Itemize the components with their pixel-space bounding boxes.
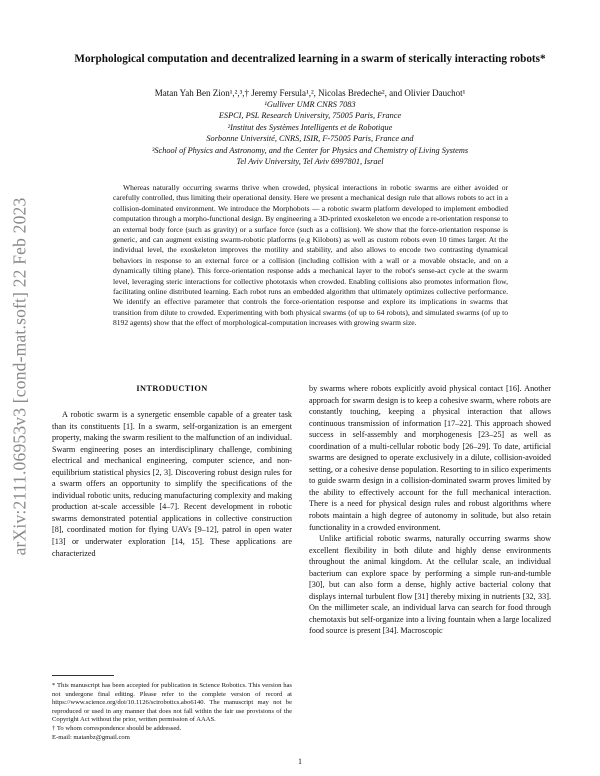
footnote-email: E-mail: matanbz@gmail.com (52, 733, 130, 741)
affiliation-line: ESPCI, PSL Research University, 75005 Paris, France (218, 111, 402, 121)
section-heading-introduction: INTRODUCTION (136, 384, 208, 393)
footnotes (52, 682, 292, 742)
arxiv-stamp (8, 166, 32, 586)
affiliation-line: Sorbonne Université, CNRS, ISIR, F-75005 Paris, France and (206, 134, 414, 144)
right-column (309, 383, 551, 637)
arxiv-stamp-text: arXiv:2111.06953v3 [cond-mat.soft] 22 Feb 2023 (9, 197, 30, 555)
author-list: Matan Yah Ben Zion¹,²,³,† Jeremy Fersula¹,², Nicolas Bredeche², and Olivier Dauchot¹ (154, 88, 466, 98)
page-number: 1 (298, 757, 302, 766)
footnote-correspondence: † To whom correspondence should be addressed. (52, 724, 182, 732)
intro-paragraph-left: A robotic swarm is a synergetic ensemble capable of a greater task than its constituents [1]. In a swarm, self-organization is an emergent property, making the swarm resilient to the malfunction of an individual. Swarm engineering poses an interdisciplinary challenge, combining electrical and mechanical engineering, computer science, and non-equilibrium statistical physics [2, 3]. Discovering robust design rules for a swarm offers an opportunity to simplify the specifications of the individual robotic units, reducing manufacturing complexity and making production at-scale accessible [4–7]. Recent development in robotic swarms demonstrated potential applications in collective construction [8], coordinated motion for flying UAVs [9–12], patrol in open water [13] or underwater exploration [14, 15]. These applications are characterized (52, 410, 292, 558)
paper-title: Morphological computation and decentralized learning in a swarm of sterically interacting robots* (74, 53, 546, 65)
footnote-rule (52, 675, 114, 676)
affiliations (60, 99, 560, 167)
intro-paragraph-right-2: Unlike artificial robotic swarms, naturally occurring swarms show excellent flexibility in both dilute and highly dense environments throughout the animal kingdom. At the cellular scale, an individual bacterium can explore space by performing a simple run-and-tumble [30], but can also form a dense, highly active bacterial colony that displays internal turbulent flow [31] thereby mixing in nutrients [32, 33]. On the millimeter scale, an individual larva can search for food through chemotaxis but self-organize into a living fountain when a large localized food source is present [34]. Macroscopic (309, 534, 551, 636)
affiliation-line: ¹Gulliver UMR CNRS 7083 (264, 100, 356, 109)
intro-paragraph-right-1: by swarms where robots explicitly avoid physical contact [16]. Another approach for swarm design is to keep a cohesive swarm, where robots are constantly touching, keeping a physical interaction that allows continuous transmission of information [17–22]. This approach showed success in self-assembly and morphogenesis [23–25] as well as coordination of a multi-cellular robotic body [26–29]. To date, artificial swarms are designed to operate exclusively in a dilute, collision-avoided setting, or a cohesive dense population. Resorting to in silico experiments to guide swarm design in a collision-dominated swarm proves limited by the ability to effectively account for the full mechanical interaction. There is a need for physical design rules and robust algorithms where robots maintain a high degree of autonomy in solitude, but also retain functionality in a crowded environment. (309, 384, 551, 532)
abstract: Whereas naturally occurring swarms thrive when crowded, physical interactions in robotic swarms are either avoided or carefully controlled, thus limiting their operational density. Here we present a mechanical design rule that allows robots to act in a collision-dominated environment. We introduce the Morphobots — a robotic swarm platform developed to implement embodied computation through a morpho-functional design. By engineering a 3D-printed exoskeleton we encode a re-orientation response to an external body force (such as gravity) or a surface force (such as a collision). We show that the force-orientation response is generic, and can augment existing swarm-robotic platforms (e.g Kilobots) as well as custom robots even 10 times larger. At the individual level, the exoskeleton improves the motility and stability, and also allows to encode two contrasting dynamical behaviors in response to an external force or a collision (including collision with a wall or a movable obstacle, and on a dynamically tilting plane). This force-orientation response adds a mechanical layer to the robot's sense-act cycle at the swarm level, leveraging steric interactions for collective phototaxis when crowded. Enabling collisions also promotes information flow, facilitating online distributed learning. Each robot runs an embedded algorithm that ultimately optimizes collective performance. We identify an effective parameter that controls the force-orientation response and explore its implications in swarms that transition from dilute to crowded. Experimenting with both physical swarms (of up to 64 robots), and simulated swarms (of up to 8192 agents) show that the effect of morphological-computation increases with growing swarm size. (113, 183, 508, 328)
affiliation-line: ²Institut des Systèmes Intelligents et de Robotique (227, 122, 393, 132)
affiliation-line: Tel Aviv University, Tel Aviv 6997801, Israel (236, 157, 384, 167)
footnote-publication: * This manuscript has been accepted for publication in Science Robotics. This version has not undergone final editing. Please refer to the complete version of record at https://www.science.org/doi/10.1126/scirobotics.abo6140. The manuscript may not be reproduced or used in any manner that does not fall within the fair use provisions of the Copyright Act without the prior, written permission of AAAS. (52, 682, 292, 724)
affiliation-line: ³School of Physics and Astronomy, and the Center for Physics and Chemistry of Living Systems (151, 145, 469, 155)
